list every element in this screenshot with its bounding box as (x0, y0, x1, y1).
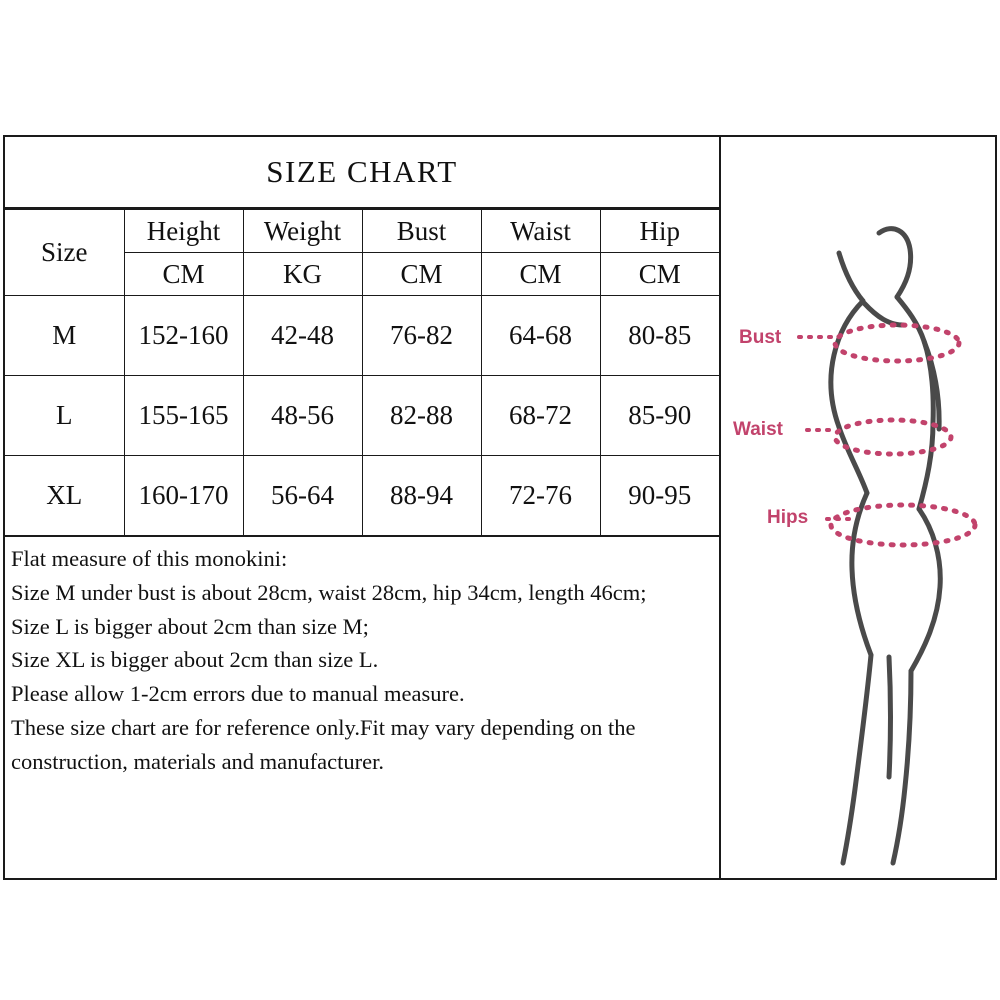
cell-weight: 42-48 (243, 296, 362, 376)
table-row (5, 376, 719, 456)
cell-height: 160-170 (124, 456, 243, 536)
chart-right-pane (721, 137, 995, 878)
cell-height: 152-160 (124, 296, 243, 376)
cell-weight: 48-56 (243, 376, 362, 456)
header-bust: Bust (362, 210, 481, 253)
header-waist: Waist (481, 210, 600, 253)
note-line: Flat measure of this monokini: (11, 546, 288, 571)
bust-measure-line (835, 325, 959, 361)
female-body-figure-icon (721, 137, 995, 878)
cell-waist: 72-76 (481, 456, 600, 536)
cell-waist: 64-68 (481, 296, 600, 376)
cell-size: L (5, 376, 124, 456)
unit-hip: CM (600, 253, 719, 296)
table-row (5, 456, 719, 536)
header-size: Size (5, 210, 124, 296)
size-table (5, 209, 719, 535)
note-line: These size chart are for reference only.Fit may vary depending on the (11, 714, 636, 740)
cell-size: M (5, 296, 124, 376)
header-height: Height (124, 210, 243, 253)
unit-bust: CM (362, 253, 481, 296)
header-hip: Hip (600, 210, 719, 253)
note-line: Please allow 1-2cm errors due to manual measure. (11, 681, 465, 707)
unit-weight: KG (243, 253, 362, 296)
body-measurement-illustration (721, 137, 995, 878)
table-row (5, 296, 719, 376)
size-chart-frame (3, 135, 997, 880)
cell-hip: 90-95 (600, 456, 719, 536)
note-line: Size L is bigger about 2cm than size M; (11, 613, 369, 639)
cell-bust: 88-94 (362, 456, 481, 536)
waist-label: Waist (733, 419, 783, 440)
bust-label: Bust (739, 327, 782, 348)
cell-size: XL (5, 456, 124, 536)
cell-weight: 56-64 (243, 456, 362, 536)
note-line: construction, materials and manufacturer. (11, 748, 384, 774)
cell-waist: 68-72 (481, 376, 600, 456)
note-line: Size XL is bigger about 2cm than size L. (11, 647, 379, 673)
chart-title-row (5, 137, 719, 209)
cell-hip: 85-90 (600, 376, 719, 456)
page-title: SIZE CHART (266, 154, 458, 189)
header-weight: Weight (243, 210, 362, 253)
note-line: Size M under bust is about 28cm, waist 28cm, hip 34cm, length 46cm; (11, 579, 647, 605)
unit-height: CM (124, 253, 243, 296)
cell-bust: 82-88 (362, 376, 481, 456)
unit-waist: CM (481, 253, 600, 296)
hips-label: Hips (767, 507, 809, 528)
measurement-notes (5, 535, 719, 878)
chart-left-pane (5, 137, 721, 878)
cell-bust: 76-82 (362, 296, 481, 376)
cell-hip: 80-85 (600, 296, 719, 376)
table-header-row-primary (5, 210, 719, 253)
cell-height: 155-165 (124, 376, 243, 456)
